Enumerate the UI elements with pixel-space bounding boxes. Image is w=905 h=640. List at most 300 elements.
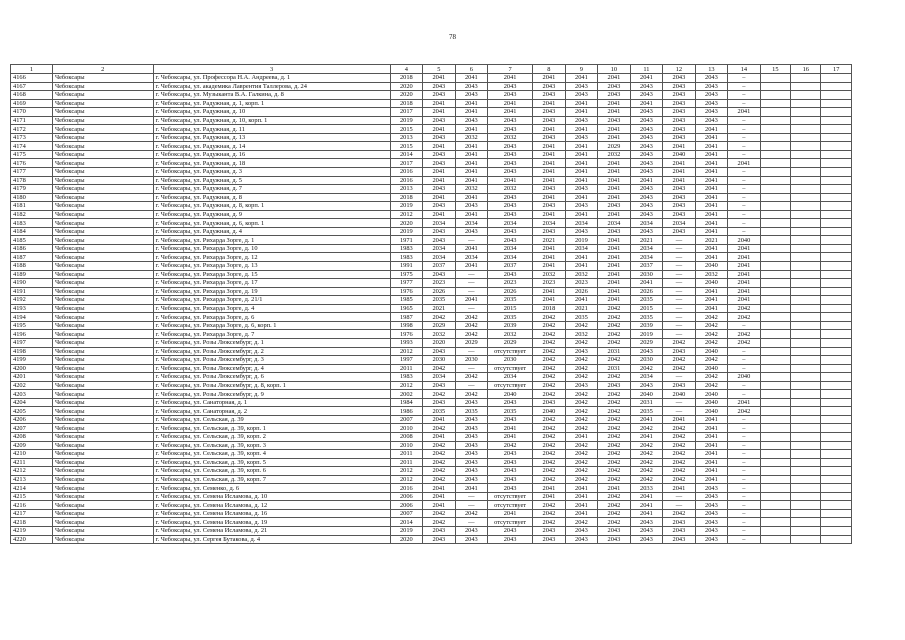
year-cell: 2041 — [630, 432, 663, 441]
year-cell: 2043 — [663, 185, 696, 194]
settlement-cell: Чебоксары — [52, 253, 153, 262]
column-number-cell: 13 — [695, 65, 728, 74]
year-cell: 2043 — [455, 398, 488, 407]
year-cell — [760, 484, 790, 493]
year-cell: 2018 — [390, 74, 423, 83]
year-cell — [821, 484, 852, 493]
year-cell — [821, 535, 852, 544]
year-cell: – — [728, 381, 761, 390]
table-row — [11, 74, 852, 83]
year-cell: 2043 — [533, 398, 566, 407]
year-cell: 2019 — [390, 526, 423, 535]
year-cell — [760, 492, 790, 501]
address-cell: г. Чебоксары, ул. Розы Люксембург, д. 4 — [153, 364, 390, 373]
year-cell: 2043 — [533, 526, 566, 535]
table-row — [11, 108, 852, 117]
year-cell: 2042 — [695, 356, 728, 365]
year-cell: – — [728, 125, 761, 134]
year-cell: 2041 — [598, 99, 631, 108]
year-cell — [760, 279, 790, 288]
table-row — [11, 501, 852, 510]
table-row — [11, 159, 852, 168]
year-cell: 2041 — [728, 108, 761, 117]
year-cell: — — [663, 304, 696, 313]
year-cell: 2043 — [565, 91, 598, 100]
year-cell: 2041 — [598, 210, 631, 219]
year-cell: 2042 — [455, 330, 488, 339]
year-cell: 2043 — [598, 381, 631, 390]
year-cell: – — [728, 168, 761, 177]
settlement-cell: Чебоксары — [52, 116, 153, 125]
year-cell: 2042 — [728, 313, 761, 322]
year-cell: 2035 — [630, 313, 663, 322]
year-cell: 2043 — [488, 150, 533, 159]
address-cell: г. Чебоксары, ул. Сельская, д. 39, корп. 6 — [153, 467, 390, 476]
year-cell: 2041 — [598, 279, 631, 288]
year-cell — [760, 185, 790, 194]
table-row — [11, 287, 852, 296]
table-row — [11, 381, 852, 390]
row-number-cell: 4193 — [11, 304, 53, 313]
table-row — [11, 82, 852, 91]
year-cell — [760, 330, 790, 339]
year-cell: 2041 — [598, 253, 631, 262]
year-cell — [791, 262, 821, 271]
settlement-cell: Чебоксары — [52, 304, 153, 313]
year-cell: 2043 — [455, 467, 488, 476]
address-cell: г. Чебоксары, ул. Семена Исламова, д. 10 — [153, 492, 390, 501]
year-cell: 2041 — [455, 108, 488, 117]
year-cell: 2043 — [423, 398, 456, 407]
row-number-cell: 4175 — [11, 150, 53, 159]
year-cell: 2041 — [533, 296, 566, 305]
year-cell: 2042 — [533, 441, 566, 450]
address-cell: г. Чебоксары, ул. Рихарда Зорге, д. 4 — [153, 304, 390, 313]
address-cell: г. Чебоксары, ул. Радужная, д. 10, корп. 1 — [153, 116, 390, 125]
year-cell: 2041 — [695, 176, 728, 185]
year-cell: 2019 — [390, 227, 423, 236]
address-cell: г. Чебоксары, ул. Радужная, д. 7 — [153, 185, 390, 194]
year-cell: 2042 — [663, 458, 696, 467]
year-cell: 2006 — [390, 492, 423, 501]
settlement-cell: Чебоксары — [52, 501, 153, 510]
year-cell: – — [728, 364, 761, 373]
year-cell: 2034 — [423, 244, 456, 253]
year-cell: 2041 — [598, 125, 631, 134]
year-cell: 2041 — [695, 202, 728, 211]
address-cell: г. Чебоксары, ул. Радужная, д. 9 — [153, 210, 390, 219]
settlement-cell: Чебоксары — [52, 142, 153, 151]
table-row — [11, 432, 852, 441]
year-cell: 2039 — [488, 321, 533, 330]
settlement-cell: Чебоксары — [52, 236, 153, 245]
year-cell: 2041 — [728, 296, 761, 305]
year-cell: – — [728, 424, 761, 433]
settlement-cell: Чебоксары — [52, 219, 153, 228]
address-cell: г. Чебоксары, ул. Радужная, д. 5 — [153, 176, 390, 185]
table-row — [11, 236, 852, 245]
year-cell: 2043 — [488, 91, 533, 100]
year-cell: 2040 — [728, 373, 761, 382]
year-cell: 2041 — [565, 176, 598, 185]
table-row — [11, 407, 852, 416]
settlement-cell: Чебоксары — [52, 415, 153, 424]
year-cell — [760, 304, 790, 313]
year-cell: 2043 — [455, 458, 488, 467]
year-cell: 2043 — [423, 202, 456, 211]
year-cell: 2042 — [598, 356, 631, 365]
year-cell: 2043 — [630, 210, 663, 219]
settlement-cell: Чебоксары — [52, 347, 153, 356]
year-cell: 2030 — [630, 270, 663, 279]
settlement-cell: Чебоксары — [52, 390, 153, 399]
year-cell — [821, 193, 852, 202]
year-cell: 2042 — [663, 441, 696, 450]
year-cell: 2043 — [695, 108, 728, 117]
year-cell: 2041 — [565, 253, 598, 262]
year-cell — [821, 373, 852, 382]
year-cell: 2039 — [630, 321, 663, 330]
year-cell: 2041 — [455, 193, 488, 202]
address-cell: г. Чебоксары, ул. Рихарда Зорге, д. 1 — [153, 236, 390, 245]
year-cell — [821, 287, 852, 296]
year-cell: отсутствует — [488, 347, 533, 356]
settlement-cell: Чебоксары — [52, 270, 153, 279]
year-cell: 2042 — [455, 373, 488, 382]
year-cell — [821, 313, 852, 322]
table-row — [11, 364, 852, 373]
year-cell: 2041 — [630, 415, 663, 424]
column-number-cell: 15 — [760, 65, 790, 74]
year-cell: 1987 — [390, 313, 423, 322]
year-cell: 2042 — [630, 441, 663, 450]
year-cell — [821, 381, 852, 390]
year-cell — [760, 202, 790, 211]
year-cell: 2035 — [455, 407, 488, 416]
year-cell: 2031 — [630, 398, 663, 407]
row-number-cell: 4188 — [11, 262, 53, 271]
year-cell: 2043 — [455, 450, 488, 459]
page-number: 78 — [449, 33, 456, 41]
table-row — [11, 450, 852, 459]
address-cell: г. Чебоксары, ул. Радужная, д. 8, корп. 1 — [153, 202, 390, 211]
year-cell: 2041 — [533, 176, 566, 185]
year-cell — [760, 501, 790, 510]
settlement-cell: Чебоксары — [52, 168, 153, 177]
year-cell: 2042 — [598, 458, 631, 467]
year-cell: – — [728, 390, 761, 399]
year-cell — [760, 356, 790, 365]
row-number-cell: 4205 — [11, 407, 53, 416]
year-cell: 2020 — [423, 338, 456, 347]
year-cell: 2041 — [695, 150, 728, 159]
year-cell: 2041 — [565, 159, 598, 168]
year-cell — [821, 74, 852, 83]
year-cell: 2043 — [488, 227, 533, 236]
year-cell: 2042 — [533, 458, 566, 467]
year-cell: 2032 — [455, 185, 488, 194]
table-row — [11, 475, 852, 484]
year-cell: 2041 — [695, 467, 728, 476]
settlement-cell: Чебоксары — [52, 262, 153, 271]
year-cell: 2043 — [565, 347, 598, 356]
row-number-cell: 4203 — [11, 390, 53, 399]
year-cell: 2043 — [663, 74, 696, 83]
table-row — [11, 509, 852, 518]
year-cell: 2034 — [455, 219, 488, 228]
year-cell: 2043 — [663, 347, 696, 356]
year-cell: 2012 — [390, 467, 423, 476]
year-cell: 2043 — [455, 415, 488, 424]
year-cell — [760, 415, 790, 424]
table-row — [11, 279, 852, 288]
year-cell: 2043 — [598, 526, 631, 535]
year-cell: 2035 — [630, 296, 663, 305]
year-cell: 2015 — [390, 125, 423, 134]
year-cell: 2043 — [533, 116, 566, 125]
year-cell: 2014 — [390, 150, 423, 159]
row-number-cell: 4174 — [11, 142, 53, 151]
settlement-cell: Чебоксары — [52, 99, 153, 108]
year-cell: 2043 — [663, 535, 696, 544]
year-cell: 2041 — [565, 125, 598, 134]
year-cell: 2041 — [455, 150, 488, 159]
year-cell: 2043 — [455, 116, 488, 125]
year-cell: 2043 — [630, 142, 663, 151]
year-cell: 2041 — [423, 210, 456, 219]
year-cell: 2041 — [663, 159, 696, 168]
year-cell: 2042 — [598, 501, 631, 510]
year-cell: 2043 — [663, 125, 696, 134]
year-cell: – — [728, 142, 761, 151]
year-cell: 2034 — [488, 253, 533, 262]
year-cell: 2032 — [695, 270, 728, 279]
settlement-cell: Чебоксары — [52, 82, 153, 91]
year-cell — [760, 133, 790, 142]
year-cell — [791, 492, 821, 501]
year-cell: 2041 — [598, 133, 631, 142]
year-cell: 2042 — [630, 467, 663, 476]
year-cell: 2043 — [455, 526, 488, 535]
year-cell: 2043 — [423, 347, 456, 356]
row-number-cell: 4184 — [11, 227, 53, 236]
year-cell: 2042 — [565, 321, 598, 330]
year-cell — [821, 518, 852, 527]
year-cell: 2042 — [533, 313, 566, 322]
year-cell: 2042 — [565, 467, 598, 476]
year-cell: – — [728, 432, 761, 441]
year-cell — [760, 432, 790, 441]
year-cell: 2042 — [533, 467, 566, 476]
year-cell: 2043 — [663, 91, 696, 100]
year-cell: 2010 — [390, 441, 423, 450]
year-cell: 2042 — [423, 313, 456, 322]
year-cell: 1997 — [390, 356, 423, 365]
year-cell: 2041 — [663, 415, 696, 424]
table-row — [11, 142, 852, 151]
year-cell: 2043 — [488, 116, 533, 125]
year-cell: 2043 — [630, 159, 663, 168]
year-cell — [760, 91, 790, 100]
year-cell: 2043 — [630, 227, 663, 236]
year-cell: 2041 — [423, 176, 456, 185]
table-row — [11, 347, 852, 356]
table-row — [11, 210, 852, 219]
row-number-cell: 4195 — [11, 321, 53, 330]
address-cell: г. Чебоксары, ул. Рихарда Зорге, д. 19 — [153, 287, 390, 296]
year-cell: 2041 — [598, 484, 631, 493]
row-number-cell: 4206 — [11, 415, 53, 424]
year-cell: 2041 — [695, 210, 728, 219]
year-cell: 2043 — [565, 202, 598, 211]
column-number-cell: 2 — [52, 65, 153, 74]
year-cell: 2042 — [598, 509, 631, 518]
year-cell — [760, 125, 790, 134]
year-cell: 2043 — [533, 91, 566, 100]
year-cell: – — [728, 467, 761, 476]
year-cell — [760, 321, 790, 330]
year-cell — [791, 74, 821, 83]
year-cell: 2041 — [565, 150, 598, 159]
year-cell: 2042 — [533, 364, 566, 373]
year-cell: 2042 — [663, 364, 696, 373]
year-cell: 2041 — [565, 262, 598, 271]
year-cell: 2043 — [695, 518, 728, 527]
year-cell: 2020 — [390, 82, 423, 91]
address-cell: г. Чебоксары, ул. Розы Люксембург, д. 8, корп. 1 — [153, 381, 390, 390]
year-cell: 2043 — [488, 484, 533, 493]
year-cell: 2040 — [663, 150, 696, 159]
year-cell: 2042 — [663, 424, 696, 433]
year-cell — [821, 475, 852, 484]
year-cell — [760, 313, 790, 322]
year-cell — [760, 526, 790, 535]
year-cell: – — [728, 91, 761, 100]
year-cell: 2041 — [533, 168, 566, 177]
year-cell: 2041 — [695, 475, 728, 484]
year-cell: 2041 — [533, 287, 566, 296]
year-cell — [821, 125, 852, 134]
year-cell: 2030 — [455, 356, 488, 365]
year-cell — [821, 116, 852, 125]
year-cell: 2042 — [630, 475, 663, 484]
year-cell: 2043 — [533, 82, 566, 91]
year-cell: 2041 — [533, 99, 566, 108]
table-row — [11, 373, 852, 382]
year-cell: – — [728, 219, 761, 228]
row-number-cell: 4169 — [11, 99, 53, 108]
year-cell — [791, 330, 821, 339]
year-cell — [791, 296, 821, 305]
settlement-cell: Чебоксары — [52, 509, 153, 518]
year-cell: 2042 — [598, 373, 631, 382]
year-cell — [821, 150, 852, 159]
address-cell: г. Чебоксары, ул. Рихарда Зорге, д. 15 — [153, 270, 390, 279]
year-cell: – — [728, 484, 761, 493]
year-cell: 2041 — [423, 142, 456, 151]
year-cell — [791, 159, 821, 168]
year-cell: 2042 — [533, 509, 566, 518]
year-cell: 2032 — [488, 185, 533, 194]
year-cell: 2042 — [663, 432, 696, 441]
year-cell: 2041 — [423, 501, 456, 510]
year-cell: 2030 — [423, 356, 456, 365]
year-cell: 2043 — [630, 185, 663, 194]
year-cell: 2011 — [390, 450, 423, 459]
year-cell: 2042 — [663, 450, 696, 459]
year-cell: — — [455, 518, 488, 527]
year-cell: 2041 — [488, 432, 533, 441]
year-cell: — — [455, 287, 488, 296]
year-cell: 2041 — [598, 193, 631, 202]
year-cell: — — [663, 321, 696, 330]
year-cell: 2041 — [423, 99, 456, 108]
year-cell: 2041 — [533, 150, 566, 159]
year-cell: 2007 — [390, 415, 423, 424]
address-cell: г. Чебоксары, ул. Рихарда Зорге, д. 17 — [153, 279, 390, 288]
table-row — [11, 458, 852, 467]
year-cell — [791, 321, 821, 330]
row-number-cell: 4215 — [11, 492, 53, 501]
year-cell — [791, 219, 821, 228]
table-body — [11, 65, 852, 544]
year-cell: 2042 — [598, 330, 631, 339]
year-cell: 2034 — [488, 219, 533, 228]
table-row — [11, 330, 852, 339]
address-cell: г. Чебоксары, ул. Радужная, д. 3 — [153, 168, 390, 177]
year-cell: 2043 — [455, 535, 488, 544]
year-cell: 2042 — [423, 509, 456, 518]
year-cell: 2042 — [488, 441, 533, 450]
year-cell: 2043 — [423, 526, 456, 535]
year-cell: 1977 — [390, 279, 423, 288]
year-cell: 2042 — [598, 338, 631, 347]
year-cell: 2026 — [630, 287, 663, 296]
year-cell: 2043 — [488, 236, 533, 245]
year-cell — [791, 193, 821, 202]
year-cell: 2041 — [695, 296, 728, 305]
year-cell: 2018 — [533, 304, 566, 313]
year-cell: 2042 — [598, 390, 631, 399]
year-cell — [760, 338, 790, 347]
year-cell: 2041 — [630, 509, 663, 518]
year-cell: 2032 — [598, 150, 631, 159]
year-cell — [760, 176, 790, 185]
year-cell — [791, 347, 821, 356]
year-cell: — — [455, 347, 488, 356]
year-cell: 2042 — [455, 509, 488, 518]
year-cell: 2018 — [390, 99, 423, 108]
year-cell: 2041 — [630, 501, 663, 510]
column-number-row — [11, 65, 852, 74]
address-cell: г. Чебоксары, ул. Рихарда Зорге, д. 21/1 — [153, 296, 390, 305]
year-cell: 2043 — [423, 185, 456, 194]
settlement-cell: Чебоксары — [52, 279, 153, 288]
year-cell: 2040 — [695, 262, 728, 271]
year-cell — [791, 526, 821, 535]
year-cell — [791, 253, 821, 262]
year-cell: 2043 — [455, 475, 488, 484]
year-cell: 2041 — [455, 74, 488, 83]
year-cell: 2043 — [663, 82, 696, 91]
year-cell — [821, 108, 852, 117]
year-cell: 2043 — [423, 535, 456, 544]
address-cell: г. Чебоксары, ул. Музыканта В.А. Галкина, д. 8 — [153, 91, 390, 100]
year-cell: 2041 — [455, 99, 488, 108]
year-cell: 2037 — [488, 262, 533, 271]
year-cell: 2043 — [488, 142, 533, 151]
row-number-cell: 4190 — [11, 279, 53, 288]
